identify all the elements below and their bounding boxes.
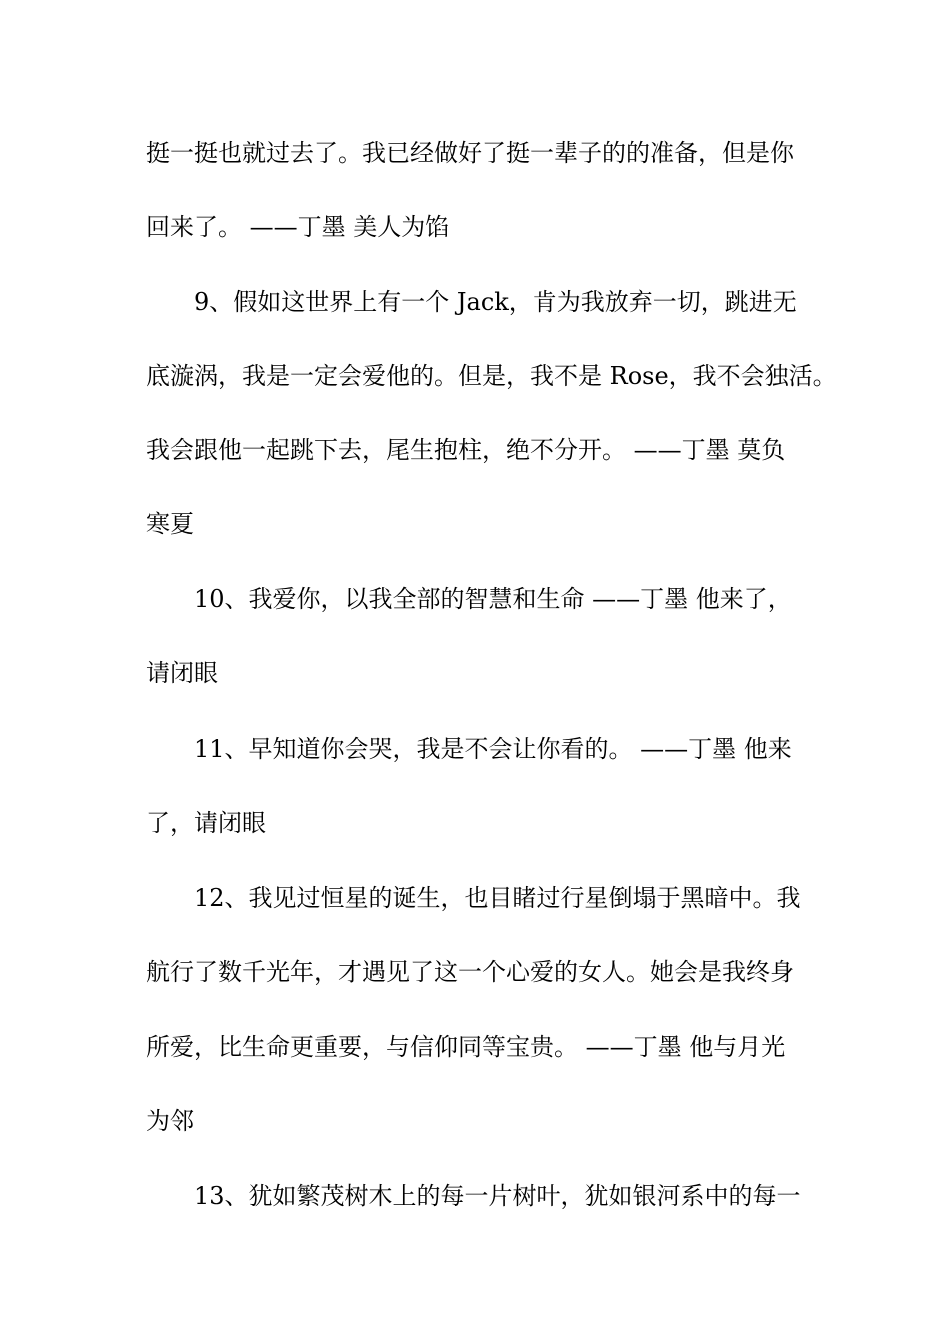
text-line-7: 10、我爱你，以我全部的智慧和生命 ——丁墨 他来了，	[194, 585, 792, 613]
text-line-2: 回来了。 ——丁墨 美人为馅	[146, 213, 450, 241]
text-line-1: 挺一挺也就过去了。我已经做好了挺一辈子的的准备，但是你	[146, 139, 794, 167]
text-line-12: 航行了数千光年，才遇见了这一个心爱的女人。她会是我终身	[146, 958, 794, 986]
text-line-14: 为邻	[146, 1107, 194, 1135]
text-line-15: 13、犹如繁茂树木上的每一片树叶，犹如银河系中的每一	[194, 1182, 801, 1210]
text-line-8: 请闭眼	[146, 659, 218, 687]
text-line-6: 寒夏	[146, 510, 194, 538]
text-line-11: 12、我见过恒星的诞生，也目睹过行星倒塌于黑暗中。我	[194, 884, 801, 912]
text-line-10: 了，请闭眼	[146, 809, 266, 837]
text-line-3: 9、假如这世界上有一个 Jack，肯为我放弃一切，跳进无	[194, 288, 797, 316]
text-line-5: 我会跟他一起跳下去，尾生抱柱，绝不分开。 ——丁墨 莫负	[146, 436, 786, 464]
text-line-9: 11、早知道你会哭，我是不会让你看的。 ——丁墨 他来	[194, 735, 792, 763]
text-line-13: 所爱，比生命更重要，与信仰同等宝贵。 ——丁墨 他与月光	[146, 1033, 786, 1061]
text-line-4: 底漩涡，我是一定会爱他的。但是，我不是 Rose，我不会独活。	[146, 362, 837, 390]
